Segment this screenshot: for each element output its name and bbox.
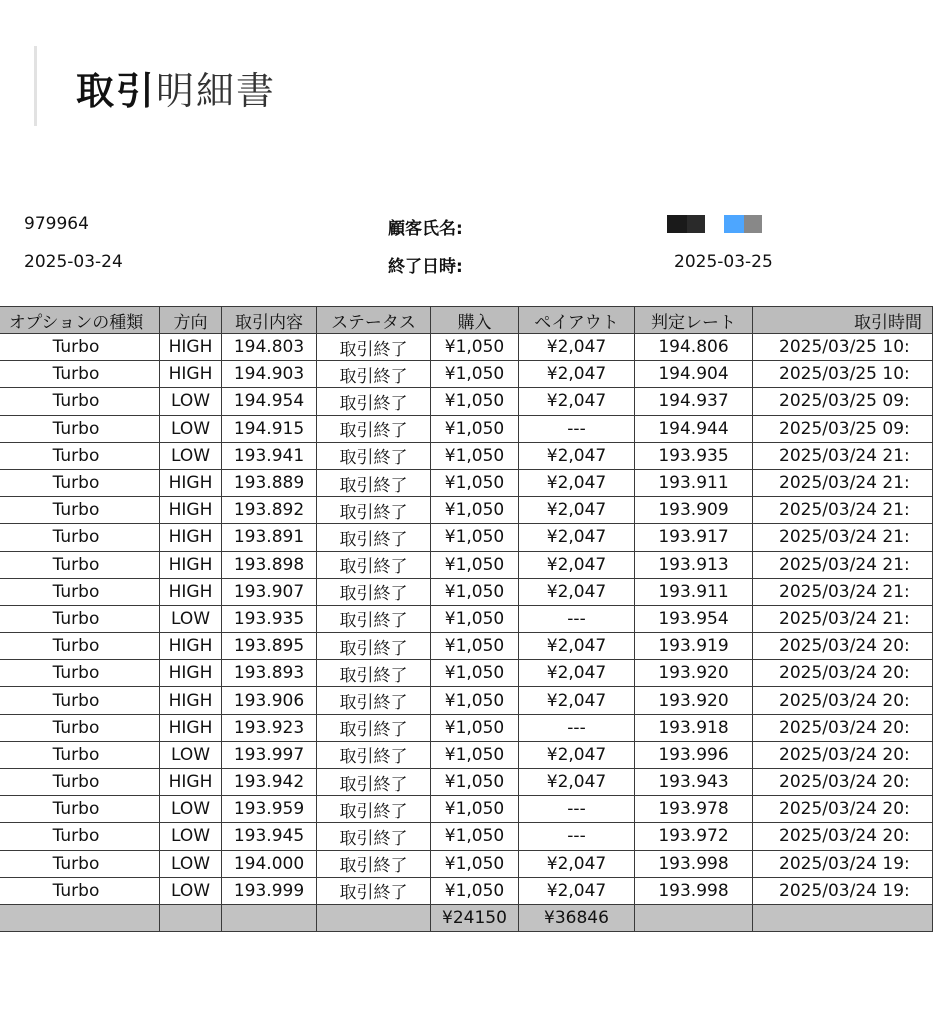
cell-purchase: ¥1,050 (431, 524, 519, 551)
cell-payout: ¥2,047 (519, 741, 635, 768)
cell-option-type: Turbo (0, 578, 160, 605)
total-status (317, 904, 431, 931)
cell-purchase: ¥1,050 (431, 551, 519, 578)
redaction-block (724, 215, 744, 233)
cell-trade-time: 2025/03/25 09: (753, 388, 933, 415)
cell-entry-rate: 193.893 (222, 660, 317, 687)
table-row (0, 823, 933, 850)
cell-option-type: Turbo (0, 334, 160, 361)
cell-option-type: Turbo (0, 633, 160, 660)
cell-trade-time: 2025/03/25 10: (753, 361, 933, 388)
redaction-block (667, 215, 687, 233)
table-row (0, 633, 933, 660)
table-row (0, 469, 933, 496)
cell-purchase: ¥1,050 (431, 388, 519, 415)
cell-status: 取引終了 (317, 714, 431, 741)
column-header-entry-rate: 取引内容 (222, 307, 317, 334)
cell-purchase: ¥1,050 (431, 497, 519, 524)
cell-option-type: Turbo (0, 361, 160, 388)
cell-judgment-rate: 193.972 (635, 823, 753, 850)
cell-direction: HIGH (160, 578, 222, 605)
column-header-judgment-rate: 判定レート (635, 307, 753, 334)
cell-purchase: ¥1,050 (431, 578, 519, 605)
cell-status: 取引終了 (317, 877, 431, 904)
cell-direction: LOW (160, 741, 222, 768)
cell-purchase: ¥1,050 (431, 415, 519, 442)
transaction-table (0, 306, 933, 932)
cell-entry-rate: 193.941 (222, 442, 317, 469)
cell-judgment-rate: 193.909 (635, 497, 753, 524)
title-accent-bar (34, 46, 37, 126)
cell-option-type: Turbo (0, 877, 160, 904)
cell-payout: --- (519, 605, 635, 632)
cell-trade-time: 2025/03/24 21: (753, 551, 933, 578)
cell-trade-time: 2025/03/24 21: (753, 469, 933, 496)
cell-trade-time: 2025/03/24 21: (753, 524, 933, 551)
cell-payout: ¥2,047 (519, 850, 635, 877)
cell-trade-time: 2025/03/24 20: (753, 633, 933, 660)
cell-payout: ¥2,047 (519, 660, 635, 687)
cell-entry-rate: 193.959 (222, 796, 317, 823)
table-row (0, 388, 933, 415)
table-row (0, 415, 933, 442)
cell-payout: ¥2,047 (519, 497, 635, 524)
title-light: 明細書 (156, 69, 277, 113)
cell-entry-rate: 194.803 (222, 334, 317, 361)
cell-status: 取引終了 (317, 850, 431, 877)
cell-status: 取引終了 (317, 578, 431, 605)
cell-option-type: Turbo (0, 388, 160, 415)
cell-direction: LOW (160, 850, 222, 877)
cell-judgment-rate: 193.913 (635, 551, 753, 578)
table-row (0, 361, 933, 388)
cell-direction: HIGH (160, 497, 222, 524)
total-option-type (0, 904, 160, 931)
cell-trade-time: 2025/03/24 20: (753, 687, 933, 714)
cell-purchase: ¥1,050 (431, 769, 519, 796)
cell-trade-time: 2025/03/24 20: (753, 741, 933, 768)
cell-entry-rate: 193.892 (222, 497, 317, 524)
cell-payout: ¥2,047 (519, 687, 635, 714)
cell-payout: ¥2,047 (519, 551, 635, 578)
cell-status: 取引終了 (317, 361, 431, 388)
cell-status: 取引終了 (317, 633, 431, 660)
cell-trade-time: 2025/03/24 20: (753, 769, 933, 796)
total-trade-time (753, 904, 933, 931)
cell-entry-rate: 194.000 (222, 850, 317, 877)
cell-judgment-rate: 193.943 (635, 769, 753, 796)
cell-direction: HIGH (160, 469, 222, 496)
table-row (0, 769, 933, 796)
cell-judgment-rate: 193.998 (635, 850, 753, 877)
cell-judgment-rate: 193.917 (635, 524, 753, 551)
total-entry-rate (222, 904, 317, 931)
cell-option-type: Turbo (0, 714, 160, 741)
column-header-payout: ペイアウト (519, 307, 635, 334)
cell-entry-rate: 193.999 (222, 877, 317, 904)
table-body (0, 334, 933, 932)
cell-entry-rate: 194.903 (222, 361, 317, 388)
cell-status: 取引終了 (317, 442, 431, 469)
cell-status: 取引終了 (317, 524, 431, 551)
table-row (0, 524, 933, 551)
totals-row (0, 904, 933, 931)
cell-judgment-rate: 193.920 (635, 687, 753, 714)
total-judgment-rate (635, 904, 753, 931)
cell-direction: HIGH (160, 660, 222, 687)
cell-trade-time: 2025/03/24 20: (753, 660, 933, 687)
cell-payout: ¥2,047 (519, 877, 635, 904)
cell-judgment-rate: 194.806 (635, 334, 753, 361)
total-purchase: ¥24150 (431, 904, 519, 931)
cell-payout: --- (519, 823, 635, 850)
cell-direction: HIGH (160, 524, 222, 551)
cell-status: 取引終了 (317, 660, 431, 687)
cell-payout: ¥2,047 (519, 524, 635, 551)
table-row (0, 578, 933, 605)
cell-trade-time: 2025/03/25 10: (753, 334, 933, 361)
table-row (0, 497, 933, 524)
redaction-block (744, 215, 762, 233)
cell-status: 取引終了 (317, 551, 431, 578)
table-row (0, 442, 933, 469)
cell-direction: HIGH (160, 687, 222, 714)
cell-trade-time: 2025/03/24 21: (753, 605, 933, 632)
cell-purchase: ¥1,050 (431, 660, 519, 687)
cell-direction: HIGH (160, 334, 222, 361)
cell-option-type: Turbo (0, 660, 160, 687)
cell-entry-rate: 193.923 (222, 714, 317, 741)
cell-entry-rate: 194.954 (222, 388, 317, 415)
cell-status: 取引終了 (317, 769, 431, 796)
table-row (0, 334, 933, 361)
cell-judgment-rate: 193.911 (635, 469, 753, 496)
page-title (76, 66, 276, 116)
end-date: 2025-03-25 (674, 252, 773, 272)
cell-option-type: Turbo (0, 605, 160, 632)
cell-purchase: ¥1,050 (431, 334, 519, 361)
cell-purchase: ¥1,050 (431, 361, 519, 388)
cell-direction: LOW (160, 605, 222, 632)
cell-status: 取引終了 (317, 469, 431, 496)
cell-payout: ¥2,047 (519, 469, 635, 496)
column-header-trade-time: 取引時間 (753, 307, 933, 334)
cell-status: 取引終了 (317, 796, 431, 823)
cell-direction: HIGH (160, 551, 222, 578)
end-datetime-label: 終了日時: (388, 257, 463, 277)
cell-option-type: Turbo (0, 524, 160, 551)
cell-trade-time: 2025/03/24 21: (753, 442, 933, 469)
cell-purchase: ¥1,050 (431, 877, 519, 904)
cell-trade-time: 2025/03/24 19: (753, 877, 933, 904)
customer-name-label: 顧客氏名: (388, 219, 463, 239)
title-bold: 取引 (76, 69, 157, 113)
cell-payout: ¥2,047 (519, 769, 635, 796)
cell-purchase: ¥1,050 (431, 442, 519, 469)
cell-status: 取引終了 (317, 741, 431, 768)
cell-purchase: ¥1,050 (431, 850, 519, 877)
cell-trade-time: 2025/03/24 21: (753, 578, 933, 605)
redaction-block (687, 215, 705, 233)
cell-entry-rate: 193.906 (222, 687, 317, 714)
cell-payout: --- (519, 415, 635, 442)
cell-status: 取引終了 (317, 497, 431, 524)
cell-trade-time: 2025/03/24 21: (753, 497, 933, 524)
cell-judgment-rate: 194.944 (635, 415, 753, 442)
cell-entry-rate: 193.898 (222, 551, 317, 578)
cell-direction: HIGH (160, 714, 222, 741)
cell-trade-time: 2025/03/25 09: (753, 415, 933, 442)
table-row (0, 687, 933, 714)
column-header-purchase: 購入 (431, 307, 519, 334)
cell-purchase: ¥1,050 (431, 823, 519, 850)
cell-trade-time: 2025/03/24 20: (753, 796, 933, 823)
cell-status: 取引終了 (317, 334, 431, 361)
cell-judgment-rate: 194.904 (635, 361, 753, 388)
table-row (0, 660, 933, 687)
cell-payout: ¥2,047 (519, 361, 635, 388)
cell-judgment-rate: 193.978 (635, 796, 753, 823)
cell-option-type: Turbo (0, 497, 160, 524)
cell-option-type: Turbo (0, 687, 160, 714)
cell-entry-rate: 194.915 (222, 415, 317, 442)
cell-payout: ¥2,047 (519, 633, 635, 660)
cell-status: 取引終了 (317, 605, 431, 632)
cell-direction: HIGH (160, 769, 222, 796)
cell-purchase: ¥1,050 (431, 796, 519, 823)
cell-entry-rate: 193.889 (222, 469, 317, 496)
cell-entry-rate: 193.942 (222, 769, 317, 796)
cell-option-type: Turbo (0, 415, 160, 442)
cell-purchase: ¥1,050 (431, 469, 519, 496)
column-header-direction: 方向 (160, 307, 222, 334)
cell-purchase: ¥1,050 (431, 687, 519, 714)
cell-judgment-rate: 193.920 (635, 660, 753, 687)
cell-option-type: Turbo (0, 442, 160, 469)
cell-payout: ¥2,047 (519, 334, 635, 361)
cell-judgment-rate: 193.919 (635, 633, 753, 660)
cell-trade-time: 2025/03/24 19: (753, 850, 933, 877)
table-row (0, 741, 933, 768)
cell-payout: ¥2,047 (519, 442, 635, 469)
account-id: 979964 (24, 214, 89, 234)
cell-judgment-rate: 193.918 (635, 714, 753, 741)
table-row (0, 796, 933, 823)
cell-payout: ¥2,047 (519, 388, 635, 415)
cell-status: 取引終了 (317, 388, 431, 415)
cell-judgment-rate: 194.937 (635, 388, 753, 415)
cell-payout: --- (519, 796, 635, 823)
table-row (0, 605, 933, 632)
cell-direction: LOW (160, 442, 222, 469)
cell-option-type: Turbo (0, 469, 160, 496)
cell-entry-rate: 193.907 (222, 578, 317, 605)
cell-direction: LOW (160, 877, 222, 904)
cell-status: 取引終了 (317, 823, 431, 850)
cell-purchase: ¥1,050 (431, 633, 519, 660)
cell-entry-rate: 193.997 (222, 741, 317, 768)
cell-direction: LOW (160, 823, 222, 850)
cell-judgment-rate: 193.935 (635, 442, 753, 469)
cell-judgment-rate: 193.954 (635, 605, 753, 632)
cell-option-type: Turbo (0, 741, 160, 768)
cell-option-type: Turbo (0, 850, 160, 877)
start-date: 2025-03-24 (24, 252, 123, 272)
cell-payout: ¥2,047 (519, 578, 635, 605)
cell-option-type: Turbo (0, 551, 160, 578)
cell-option-type: Turbo (0, 796, 160, 823)
cell-direction: HIGH (160, 633, 222, 660)
cell-direction: HIGH (160, 361, 222, 388)
table-row (0, 850, 933, 877)
cell-judgment-rate: 193.998 (635, 877, 753, 904)
cell-entry-rate: 193.891 (222, 524, 317, 551)
total-direction (160, 904, 222, 931)
cell-direction: LOW (160, 796, 222, 823)
cell-purchase: ¥1,050 (431, 741, 519, 768)
table-header-row (0, 307, 933, 334)
cell-status: 取引終了 (317, 415, 431, 442)
column-header-option-type: オプションの種類 (0, 307, 160, 334)
cell-direction: LOW (160, 415, 222, 442)
cell-option-type: Turbo (0, 823, 160, 850)
cell-status: 取引終了 (317, 687, 431, 714)
cell-trade-time: 2025/03/24 20: (753, 714, 933, 741)
table-row (0, 551, 933, 578)
total-payout: ¥36846 (519, 904, 635, 931)
cell-entry-rate: 193.935 (222, 605, 317, 632)
table-row (0, 714, 933, 741)
cell-entry-rate: 193.895 (222, 633, 317, 660)
cell-judgment-rate: 193.911 (635, 578, 753, 605)
cell-judgment-rate: 193.996 (635, 741, 753, 768)
cell-option-type: Turbo (0, 769, 160, 796)
cell-purchase: ¥1,050 (431, 605, 519, 632)
cell-payout: --- (519, 714, 635, 741)
cell-direction: LOW (160, 388, 222, 415)
column-header-status: ステータス (317, 307, 431, 334)
cell-trade-time: 2025/03/24 20: (753, 823, 933, 850)
cell-entry-rate: 193.945 (222, 823, 317, 850)
cell-purchase: ¥1,050 (431, 714, 519, 741)
table-row (0, 877, 933, 904)
